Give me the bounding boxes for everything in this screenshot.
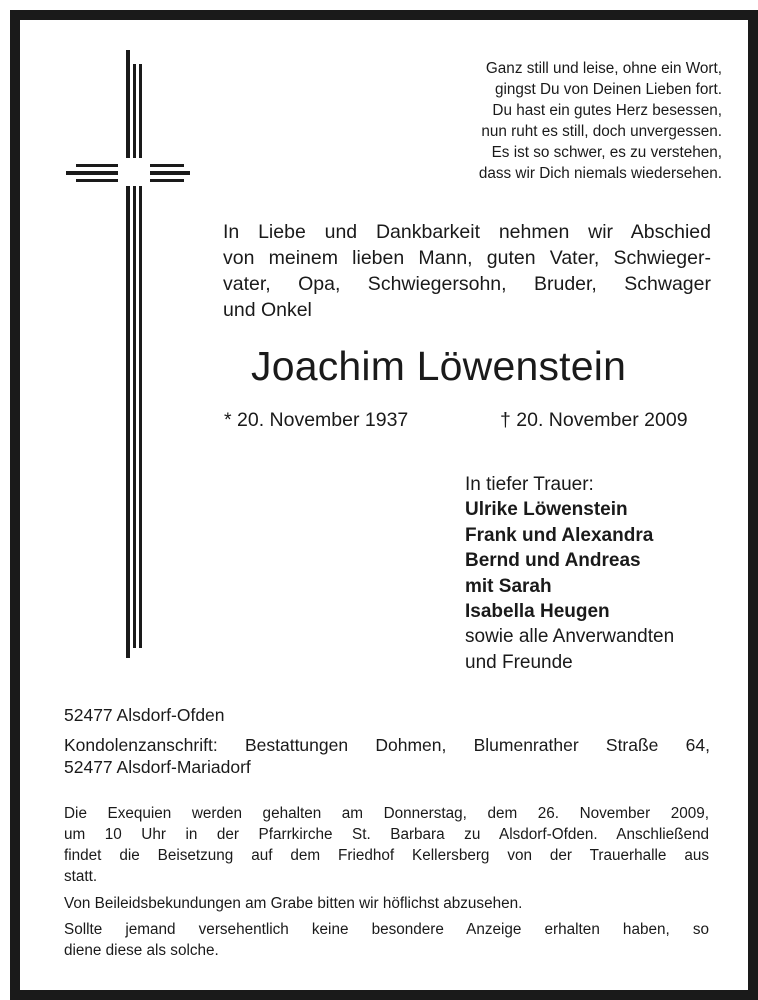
exequies-notice [64, 803, 709, 887]
mourner-name: Frank und Alexandra [465, 524, 654, 546]
intro-line: In Liebe und Dankbarkeit nehmen wir Abschied [223, 221, 711, 243]
mourners-block [465, 472, 725, 675]
condolence-address [64, 735, 710, 778]
no-notice-line: diene diese als solche. [64, 942, 219, 959]
poem-line: gingst Du von Deinen Lieben fort. [494, 81, 722, 98]
intro-line: vater, Opa, Schwiegersohn, Bruder, Schwager [223, 273, 711, 295]
exequies-line: um 10 Uhr in der Pfarrkirche St. Barbara zu Alsdorf-Ofden. Anschließend [64, 826, 709, 843]
family-address: 52477 Alsdorf-Ofden [64, 705, 225, 725]
mourner-name: Isabella Heugen [465, 601, 610, 623]
poem-line: Es ist so schwer, es zu verstehen, [491, 144, 722, 161]
birth-date: * 20. November 1937 [224, 409, 409, 431]
poem-line: Du hast ein gutes Herz besessen, [492, 102, 722, 119]
mourners-closing: und Freunde [465, 651, 573, 673]
no-notice-remark [64, 919, 709, 961]
condolence-line: Kondolenzanschrift: Bestattungen Dohmen, Blumenrather Straße 64, [64, 735, 710, 755]
intro-line: und Onkel [223, 299, 312, 321]
intro-line: von meinem lieben Mann, guten Vater, Schwieger- [223, 247, 711, 269]
exequies-line: statt. [64, 868, 98, 885]
mourner-name: mit Sarah [465, 575, 552, 597]
mourner-name: Bernd und Andreas [465, 550, 641, 572]
obituary-notice [10, 10, 758, 1000]
deceased-name: Joachim Löwenstein [251, 343, 627, 389]
poem [396, 58, 722, 184]
exequies-line: findet die Beisetzung auf dem Friedhof Kellersberg von der Trauerhalle aus [64, 847, 709, 864]
intro-text [223, 219, 711, 323]
poem-line: Ganz still und leise, ohne ein Wort, [485, 60, 722, 77]
no-notice-line: Sollte jemand versehentlich keine besondere Anzeige erhalten haben, so [64, 921, 709, 938]
condolence-request-line: Von Beileidsbekundungen am Grabe bitten wir höflichst abzusehen. [64, 895, 523, 912]
exequies-line: Die Exequien werden gehalten am Donnerstag, dem 26. November 2009, [64, 805, 709, 822]
mourners-heading: In tiefer Trauer: [465, 474, 594, 495]
condolence-line: 52477 Alsdorf-Mariadorf [64, 756, 251, 777]
poem-line: nun ruht es still, doch unvergessen. [481, 123, 722, 140]
mourners-closing: sowie alle Anverwandten [465, 626, 675, 648]
poem-line: dass wir Dich niemals wiedersehen. [478, 165, 722, 182]
cross-icon [50, 40, 190, 660]
death-date: † 20. November 2009 [500, 409, 688, 431]
condolence-request [64, 893, 709, 914]
mourner-name: Ulrike Löwenstein [465, 499, 628, 521]
